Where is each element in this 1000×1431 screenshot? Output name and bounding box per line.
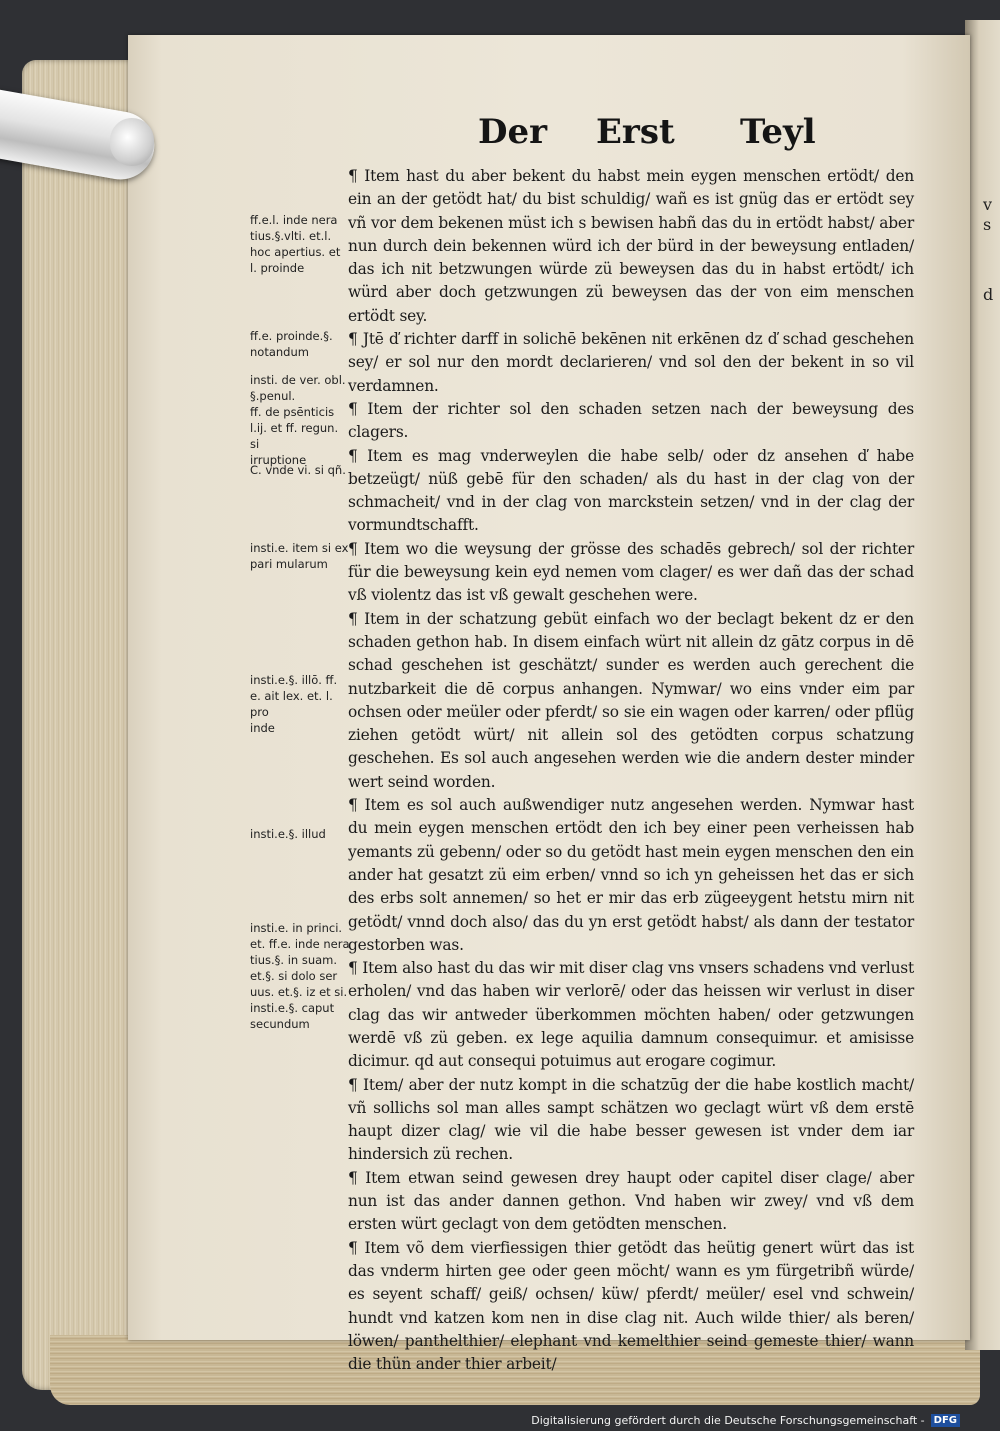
running-header (478, 112, 816, 152)
paragraph: ¶ Item etwan seind gewesen drey haupt oder capitel diser clage/ aber nun ist das ander dannen gethon. Vnd haben wir zwey/ vnd vß dem ersten würt geclagt von dem getödten menschen. (348, 1168, 914, 1234)
paragraph: ¶ Item der richter sol den schaden setzen nach der beweysung des clagers. (348, 399, 914, 442)
paragraph: ¶ Item es mag vnderweylen die habe selb/ oder dz ansehen ď habe betzeügt/ nüß gebē für den schaden/ als du hast in der clag von der schmacheit/ vnd in der clag von marckstein setzen/ vnd in der clag der vormundtschafft. (348, 446, 914, 535)
paragraph: ¶ Item in der schatzung gebüt einfach wo der beclagt bekent dz er den schaden gethon hab. In disem einfach würt nit allein dz gātz corpus in dē schad geschehen ist geschätzt/ sunder es werden auch gerechent die nutzbarkeit die dē corpus anhangen. Nymwar/ wo eins vnder eim par ochsen oder meüler oder pferdt/ so sie ein wagen oder karren/ oder pflüg ziehen getödt würt/ nit allein sol des getödten corpus schatzung geschehen. Es sol auch angesehen werden wie die andern dester minder wert seind worden. (348, 609, 914, 791)
paragraph: ¶ Item also hast du das wir mit diser clag vns vnsers schadens vnd verlust erholen/ vnd das haben wir verlorē/ oder das heissen wir verlust in diser clag das wir antweder überkommen möchten haben/ oder getzwungen werdē vß zü geben. ex lege aquilia damnum consequimur. et amisisse dicimur. qd aut consequi potuimus aut erogare cogimur. (348, 959, 914, 1071)
margin-gloss: ff.e. proinde.§. notandum (250, 329, 333, 359)
paragraph: ¶ Item võ dem vierfiessigen thier getödt das heütig genert würt das ist das vnderm hirten gee oder geen möcht/ wann es ym fürgetribñ würde/ es seyent schaff/ geiß/ ochsen/ küw/ pferdt/ meüler/ esel vnd schwein/ hundt vnd katzen kom nen in dise clag nit. Auch wilde thier/ als beren/ löwen/ panthelthier/ elephant vnd kemelthier seind gemeste thier/ wann die thün ander thier arbeit/ (348, 1238, 914, 1374)
paragraph: ¶ Item es sol auch außwendiger nutz angesehen werden. Nymwar hast du mein eygen menschen ertödt den ich bey einer peen verheissen hab yemants zü gebenn/ oder so du getödt hast mein eygen menschen den ein ander hat gesatzt zü eim erben/ vnnd so ich yn geheissen het das er sich des erbs solt annemen/ so het er mir das erb zügeeygent hetstu mirn nit getödt/ vnnd doch also/ das du yn erst getödt habst/ als dann der testator gestorben was. (348, 796, 914, 954)
main-text-column (348, 165, 914, 1376)
header-word-3: Teyl (740, 112, 816, 152)
dfg-logo: DFG (931, 1414, 960, 1427)
book-holder-clip-cap (110, 118, 154, 166)
margin-gloss: insti.e. item si ex pari mularum (250, 541, 349, 571)
footer-text: Digitalisierung gefördert durch die Deutsche Forschungsgemeinschaft - (531, 1413, 925, 1427)
margin-gloss: C. vnde vi. si qñ. (250, 463, 346, 477)
facing-page-letter: d (983, 285, 994, 304)
facing-page-letter: v (983, 195, 993, 214)
header-word-1: Der (478, 112, 548, 152)
margin-gloss: insti.e. in princi. et. ff.e. inde nera tius.§. in suam. et.§. si dolo ser uus. et.§. iz et si. insti.e.§. caput secundum (250, 921, 350, 1031)
paragraph: ¶ Item wo die weysung der grösse des schadēs gebrech/ sol der richter für die beweysung kein eyd nemen vom clager/ es wer dañ das der schad vß violentz das ist vß gewalt geschehen were. (348, 539, 914, 605)
margin-gloss: insti.e.§. illō. ff. e. ait lex. et. l. pro inde (250, 673, 338, 735)
paragraph: ¶ Item hast du aber bekent du habst mein eygen menschen ertödt/ den ein an der getödt hat/ du bist schuldig/ wañ es ist gnüg das er ertödt sey vñ vor dem bekenen müst ich s bewisen habñ das du in ertödt habst/ aber nun durch dein bekennen würd ich der bürd in der beweysung entladen/ das ich nit betzwungen würde zü beweysen das du in habst ertödt/ ich würd aber doch getzwungen zü beweysen das der von eim menschen ertödt sey. (348, 167, 914, 325)
header-word-2: Erst (596, 112, 675, 152)
margin-gloss: insti.e.§. illud (250, 827, 326, 841)
paragraph: ¶ Jtē ď richter darff in solichē bekēnen nit erkēnen dz ď schad geschehen sey/ er sol nur den mordt declarieren/ vnd sol den der bekent in so vil verdamnen. (348, 330, 914, 395)
footer-credit (531, 1412, 960, 1428)
margin-gloss: ff.e.l. inde nera tius.§.vlti. et.l. hoc apertius. et l. proinde (250, 213, 341, 275)
paragraph: ¶ Item/ aber der nutz kompt in die schatzūg der die habe kostlich macht/ vñ sollichs sol man alles sampt schätzen wo geclagt würt vß dem erstē haupt dizer clag/ wie vil die habe besser gewesen ist vnder dem iar hindersich zü rechen. (348, 1075, 914, 1164)
facing-page-letter: s (983, 215, 992, 234)
margin-gloss: insti. de ver. obl. §.penul. ff. de psēnticis l.ij. et ff. regun. si irruptione (250, 373, 346, 467)
facing-page (965, 20, 1000, 1350)
